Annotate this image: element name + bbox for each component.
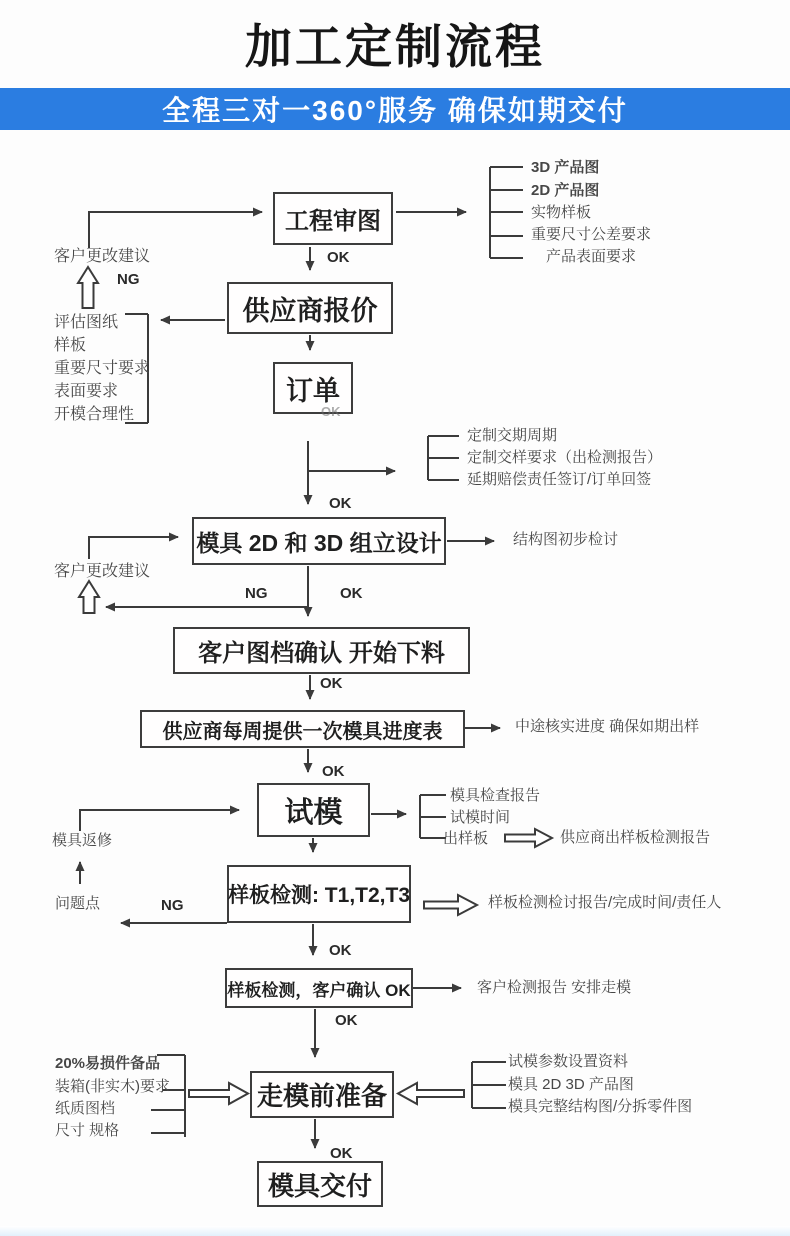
note-customer-report: 客户检测报告 安排走模 (477, 979, 632, 996)
hollow-right-arrow-sampletest (424, 895, 477, 915)
note-structure-review: 结构图初步检讨 (513, 531, 619, 548)
flag-ok-6: OK (329, 942, 352, 959)
arrow-ng-loop-top (89, 212, 262, 248)
box-mold-design: 模具 2D 和 3D 组立设计 (192, 517, 446, 565)
flag-ok-1: OK (327, 249, 350, 266)
note-packing-item: 纸质图档 (55, 1100, 116, 1117)
note-mold-repair: 模具返修 (52, 832, 113, 849)
note-packing-item: 装箱(非实木)要求 (55, 1078, 170, 1095)
flag-ok-3: OK (340, 585, 363, 602)
note-trial-output: 出样板 (443, 830, 489, 847)
flag-ng-1: NG (117, 271, 140, 288)
box-sample-confirm: 样板检测，客户确认 OK (225, 968, 413, 1008)
flag-ok-8: OK (330, 1145, 353, 1162)
box-engineering-review: 工程审图 (273, 192, 393, 245)
note-eval-item: 表面要求 (54, 383, 119, 400)
note-eval-item: 样板 (54, 337, 87, 354)
note-eval-item: 评估图纸 (54, 314, 119, 331)
note-review-output: 实物样板 (531, 204, 592, 221)
banner: 全程三对一360°服务 确保如期交付 (0, 88, 790, 130)
note-review-output: 重要尺寸公差要求 (531, 226, 652, 243)
hollow-right-arrow-sampleboard (505, 829, 552, 847)
box-order: 订单 (273, 362, 353, 414)
note-sample-report: 样板检测检讨报告/完成时间/责任人 (488, 894, 722, 911)
note-trial-output: 试模时间 (450, 809, 511, 826)
note-issue-point: 问题点 (55, 895, 101, 912)
bracket-review-outputs (490, 167, 523, 258)
flag-ok-7: OK (335, 1012, 358, 1029)
flag-ng-2: NG (245, 585, 268, 602)
note-order-term: 定制交样要求（出检测报告） (467, 449, 663, 466)
bracket-handover-docs (472, 1062, 506, 1108)
note-order-term: 定制交期周期 (467, 427, 558, 444)
hollow-up-arrow-mid (79, 581, 99, 613)
note-eval-item: 开模合理性 (54, 406, 135, 423)
note-packing-item: 20%易损件备品 (55, 1055, 161, 1072)
note-review-output: 产品表面要求 (546, 248, 637, 265)
note-customer-change-2: 客户更改建议 (54, 563, 151, 580)
flag-ok-order-faint: OK (321, 404, 341, 419)
box-trial-mold: 试模 (257, 783, 370, 837)
note-supplier-sample-report: 供应商出样板检测报告 (560, 829, 711, 846)
arrow-repair-loop (80, 810, 239, 831)
box-customer-confirm: 客户图档确认 开始下料 (173, 627, 470, 674)
note-progress: 中途核实进度 确保如期出样 (515, 718, 700, 735)
flag-ok-5: OK (322, 763, 345, 780)
note-handover-doc: 模具完整结构图/分拆零件图 (508, 1098, 693, 1115)
note-review-output: 3D 产品图 (531, 159, 600, 176)
box-mold-delivery: 模具交付 (257, 1161, 383, 1207)
note-review-output: 2D 产品图 (531, 182, 600, 199)
hollow-up-arrow-top (78, 267, 98, 308)
page-title: 加工定制流程 (245, 20, 545, 73)
note-customer-change-1: 客户更改建议 (54, 248, 151, 265)
note-trial-output: 模具检查报告 (450, 787, 541, 804)
note-handover-doc: 模具 2D 3D 产品图 (508, 1076, 634, 1093)
note-order-term: 延期赔偿责任签订/订单回签 (467, 471, 652, 488)
box-supplier-quote: 供应商报价 (227, 282, 393, 334)
flag-ok-4: OK (320, 675, 343, 692)
note-packing-item: 尺寸 规格 (55, 1122, 120, 1139)
bottom-fade (0, 1226, 790, 1236)
box-sample-test: 样板检测: T1,T2,T3 (227, 865, 411, 923)
arrow-change-loop-mid (89, 537, 178, 559)
note-eval-item: 重要尺寸要求 (54, 360, 151, 377)
hollow-left-arrow-docs (398, 1083, 464, 1104)
box-pre-shipment: 走模前准备 (250, 1071, 394, 1118)
bracket-order-terms (428, 436, 459, 480)
hollow-right-arrow-packing (189, 1083, 248, 1104)
flag-ng-3: NG (161, 897, 184, 914)
note-handover-doc: 试模参数设置资料 (508, 1053, 629, 1070)
flag-ok-2: OK (329, 495, 352, 512)
box-weekly-progress: 供应商每周提供一次模具进度表 (140, 710, 465, 748)
